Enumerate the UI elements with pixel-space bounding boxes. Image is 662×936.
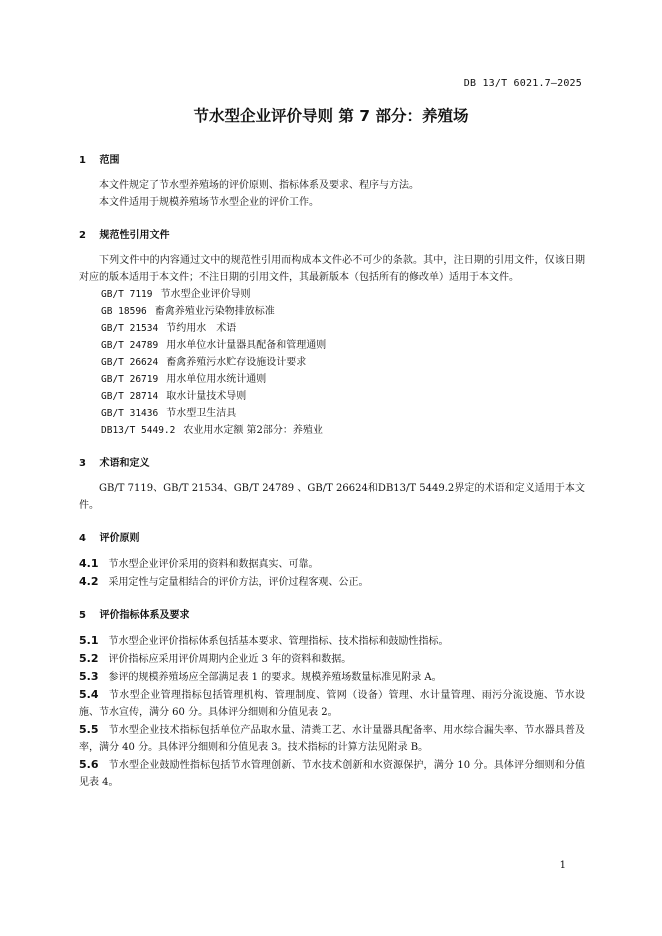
section-title: 评价原则	[99, 533, 140, 544]
clause-number: 5.4	[79, 688, 99, 701]
clause-text: 节水型企业鼓励性指标包括节水管理创新、节水技术创新和水资源保护，满分 10 分。具体评分细则和分值见表 4。	[79, 760, 585, 788]
clause	[79, 756, 585, 791]
reference-code: GB 18596	[101, 306, 147, 317]
clause-number: 5.5	[79, 723, 99, 736]
clause-number: 5.1	[79, 634, 99, 647]
section-number: 3	[79, 458, 86, 469]
reference-name: 用水单位用水统计通则	[166, 374, 267, 385]
section-heading	[79, 152, 585, 169]
clause-text: 节水型企业评价指标体系包括基本要求、管理指标、技术指标和鼓励性指标。	[108, 636, 449, 647]
reference-name: 畜禽养殖业污染物排放标准	[154, 306, 275, 317]
document-code: DB 13/T 6021.7—2025	[463, 78, 582, 89]
reference-item	[79, 320, 585, 337]
document-title: 节水型企业评价导则 第 7 部分：养殖场	[193, 107, 469, 125]
clause-text: 评价指标应采用评价周期内企业近 3 年的资料和数据。	[108, 654, 352, 665]
paragraph: 下列文件中的内容通过文中的规范性引用而构成本文件必不可少的条款。其中，注日期的引用文件，仅该日期对应的版本适用于本文件；不注日期的引用文件，其最新版本（包括所有的修改单）适用于本文件。	[79, 255, 585, 283]
reference-code: GB/T 31436	[101, 408, 159, 419]
reference-item	[79, 286, 585, 303]
reference-code: GB/T 7119	[101, 289, 153, 300]
clause-number: 4.2	[79, 575, 99, 588]
section-evaluation-principles	[79, 530, 585, 591]
section-heading	[79, 530, 585, 547]
paragraph: GB/T 7119、GB/T 21534、GB/T 24789 、GB/T 26624和DB13/T 5449.2界定的术语和定义适用于本文件。	[79, 483, 585, 511]
section-normative-references	[79, 227, 585, 439]
reference-name: 农业用水定额 第2部分：养殖业	[183, 425, 323, 436]
paragraph: 本文件适用于规模养殖场节水型企业的评价工作。	[99, 197, 319, 208]
section-title: 规范性引用文件	[99, 230, 170, 241]
reference-name: 取水计量技术导则	[166, 391, 247, 402]
section-number: 4	[79, 533, 86, 544]
reference-code: GB/T 21534	[101, 323, 159, 334]
section-title: 评价指标体系及要求	[99, 610, 190, 621]
reference-item	[79, 388, 585, 405]
clause-text: 节水型企业评价采用的资料和数据真实、可靠。	[108, 559, 319, 570]
page-number: 1	[559, 860, 566, 871]
reference-code: DB13/T 5449.2	[101, 425, 176, 436]
reference-item	[79, 303, 585, 320]
reference-code: GB/T 26624	[101, 357, 159, 368]
clause-number: 5.3	[79, 670, 99, 683]
section-heading	[79, 607, 585, 624]
clause	[79, 668, 585, 686]
clause	[79, 555, 585, 573]
clause	[79, 573, 585, 591]
clause-text: 节水型企业技术指标包括单位产品取水量、清粪工艺、水计量器具配备率、用水综合漏失率、节水器具普及率，满分 40 分。具体评分细则和分值见表 3。技术指标的计算方法见附录 B。	[79, 725, 585, 753]
clause-text: 采用定性与定量相结合的评价方法，评价过程客观、公正。	[108, 577, 369, 588]
reference-code: GB/T 24789	[101, 340, 159, 351]
section-number: 2	[79, 230, 86, 241]
clause-number: 4.1	[79, 557, 99, 570]
reference-code: GB/T 28714	[101, 391, 159, 402]
clause-number: 5.2	[79, 652, 99, 665]
section-number: 5	[79, 610, 86, 621]
section-terms-definitions	[79, 455, 585, 514]
clause-text: 参评的规模养殖场应全部满足表 1 的要求。规模养殖场数量标准见附录 A。	[108, 672, 442, 683]
document-body	[79, 152, 585, 807]
section-title: 范围	[99, 155, 120, 166]
reference-item	[79, 354, 585, 371]
clause-text: 节水型企业管理指标包括管理机构、管理制度、管网（设备）管理、水计量管理、雨污分流设施、节水设施、节水宣传，满分 60 分。具体评分细则和分值见表 2。	[79, 690, 585, 718]
reference-name: 节水型企业评价导则	[160, 289, 251, 300]
reference-item	[79, 405, 585, 422]
reference-item	[79, 422, 585, 439]
reference-name: 节水型卫生洁具	[166, 408, 237, 419]
section-title: 术语和定义	[99, 458, 150, 469]
reference-name: 畜禽养殖污水贮存设施设计要求	[166, 357, 307, 368]
clause	[79, 686, 585, 721]
section-scope	[79, 152, 585, 211]
reference-item	[79, 337, 585, 354]
reference-name: 用水单位水计量器具配备和管理通则	[166, 340, 327, 351]
clause	[79, 650, 585, 668]
reference-item	[79, 371, 585, 388]
paragraph: 本文件规定了节水型养殖场的评价原则、指标体系及要求、程序与方法。	[99, 180, 419, 191]
section-indicator-system	[79, 607, 585, 791]
clause	[79, 721, 585, 756]
reference-code: GB/T 26719	[101, 374, 159, 385]
clause-number: 5.6	[79, 758, 99, 771]
reference-name: 节约用水 术语	[166, 323, 237, 334]
clause	[79, 632, 585, 650]
section-number: 1	[79, 155, 86, 166]
section-heading	[79, 455, 585, 472]
section-heading	[79, 227, 585, 244]
